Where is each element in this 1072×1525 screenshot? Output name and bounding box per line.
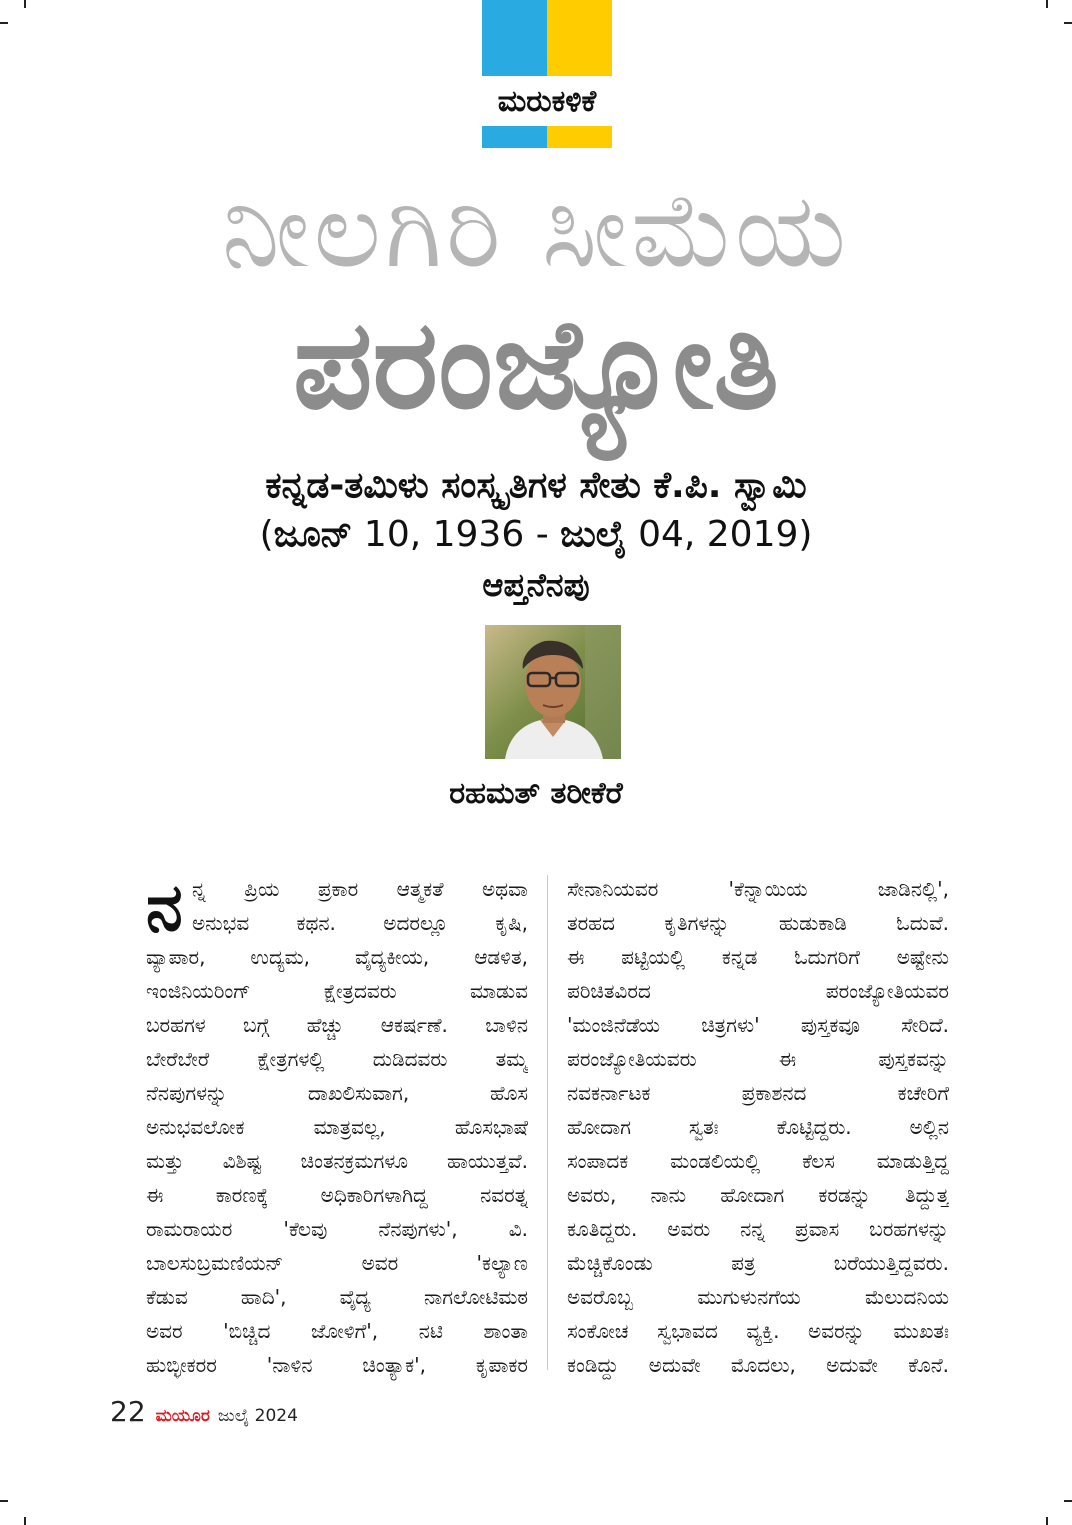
body-line: ಮೆಚ್ಚಿಕೊಂಡು ಪತ್ರ ಬರೆಯುತ್ತಿದ್ದವರು. [567,1251,949,1275]
body-line: ಅನುಭವಲೋಕ ಮಾತ್ರವಲ್ಲ, ಹೊಸಭಾಷೆ [146,1115,528,1139]
crop-mark-top-right [1046,0,1048,8]
crop-mark-left-top [0,22,8,24]
body-line: ಈ ಕಾರಣಕ್ಕೆ ಅಧಿಕಾರಿಗಳಾಗಿದ್ದ ನವರತ್ನ [146,1183,528,1207]
dates-open-paren: ( [259,514,274,555]
section-label: ಮರುಕಳಿಕೆ [497,84,597,119]
body-line: ಅವರ 'ಬಿಚ್ಚಿದ ಜೋಳಿಗೆ', ನಟಿ ಶಾಂತಾ [146,1319,528,1343]
logo-blue-bar [482,0,547,76]
issue-date: ಜುಲೈ 2024 [217,1406,298,1426]
body-line: ಅನುಭವ ಕಥನ. ಅದರಲ್ಲೂ ಕೃಷಿ, [192,911,528,935]
headline-line-1: ನೀಲಗಿರಿ ಸೀಮೆಯ [221,169,851,291]
author-name: ರಹಮತ್ ತರೀಕೆರೆ [449,776,623,811]
body-line: ಕೂತಿದ್ದರು. ಅವರು ನನ್ನ ಪ್ರವಾಸ ಬರಹಗಳನ್ನು [567,1217,949,1241]
body-line: ಸೇನಾನಿಯವರ 'ಕೆನ್ನಾಯಿಯ ಜಾಡಿನಲ್ಲಿ', [567,877,949,901]
dates-separator: - [535,514,549,555]
drop-cap: ನ [146,869,183,946]
body-line: ಹೋದಾಗ ಸ್ವತಃ ಕೊಟ್ಟಿದ್ದರು. ಅಲ್ಲಿನ [567,1115,949,1139]
crop-mark-bottom-right [1046,1517,1048,1525]
body-column-right [567,872,949,1382]
body-line: ಹುಬ್ಳೀಕರರ 'ನಾಳಿನ ಚಿಂತ್ಯಾಕ', ಕೃಪಾಕರ [146,1353,528,1377]
subheadline: ಕನ್ನಡ-ತಮಿಳು ಸಂಸ್ಕೃತಿಗಳ ಸೇತು ಕೆ.ಪಿ. ಸ್ವಾಮಿ [265,465,807,506]
crop-mark-right-bottom [1064,1500,1072,1502]
body-line: ಸಂಪಾದಕ ಮಂಡಲಿಯಲ್ಲಿ ಕೆಲಸ ಮಾಡುತ್ತಿದ್ದ [567,1149,949,1173]
body-line: ನವಕರ್ನಾಟಕ ಪ್ರಕಾಶನದ ಕಚೇರಿಗೆ [567,1081,949,1105]
magazine-logo: ಮಯೂರ [155,1406,210,1426]
section-logo [482,0,612,148]
body-line: ಕಂಡಿದ್ದು ಅದುವೇ ಮೊದಲು, ಅದುವೇ ಕೊನೆ. [567,1353,949,1377]
body-line: ಇಂಜಿನಿಯರಿಂಗ್ ಕ್ಷೇತ್ರದವರು ಮಾಡುವ [146,979,528,1003]
page-footer [110,1392,298,1436]
body-line: ಬರಹಗಳ ಬಗ್ಗೆ ಹೆಚ್ಚು ಆಕರ್ಷಣೆ. ಬಾಳಿನ [146,1013,528,1037]
death-month: ಜುಲೈ [560,514,627,555]
logo-blue-strip [482,126,547,148]
body-line: ವ್ಯಾಪಾರ, ಉದ್ಯಮ, ವೈದ್ಯಕೀಯ, ಆಡಳಿತ, [146,945,528,969]
body-line: ಬಾಲಸುಬ್ರಮಣಿಯನ್ ಅವರ 'ಕಲ್ಯಾಣ [146,1251,528,1275]
death-date: 04, 2019 [638,514,799,555]
body-line: ಪರಿಚಿತವಿರದ ಪರಂಜ್ಯೋತಿಯವರ [567,979,949,1003]
crop-mark-left-bottom [0,1500,8,1502]
headline-line-2: ಪರಂಜ್ಯೋತಿ [293,293,779,437]
life-dates [0,510,1072,560]
page-number: 22 [110,1395,146,1428]
birth-month: ಜೂನ್ [273,514,353,555]
body-line: ರಾಮರಾಯರ 'ಕೆಲವು ನೆನಪುಗಳು', ವಿ. [146,1217,528,1241]
body-line: ಸಂಕೋಚ ಸ್ವಭಾವದ ವ್ಯಕ್ತಿ. ಅವರನ್ನು ಮುಖತಃ [567,1319,949,1343]
crop-mark-top-left [24,0,26,8]
body-line: ನ್ನ ಪ್ರಿಯ ಪ್ರಕಾರ ಆತ್ಮಕತೆ ಅಥವಾ [192,877,528,901]
column-divider [547,875,548,1370]
body-line: ಪರಂಜ್ಯೋತಿಯವರು ಈ ಪುಸ್ತಕವನ್ನು [567,1047,949,1071]
body-line: ಮತ್ತು ವಿಶಿಷ್ಟ ಚಿಂತನಕ್ರಮಗಳೂ ಹಾಯುತ್ತವೆ. [146,1149,528,1173]
author-portrait-image [485,625,621,759]
body-line: ಈ ಪಟ್ಟಿಯಲ್ಲಿ ಕನ್ನಡ ಓದುಗರಿಗೆ ಅಷ್ಟೇನು [567,945,949,969]
body-line: ತರಹದ ಕೃತಿಗಳನ್ನು ಹುಡುಕಾಡಿ ಓದುವೆ. [567,911,949,935]
body-line: ಅವರೊಬ್ಬ ಮುಗುಳುನಗೆಯ ಮೆಲುದನಿಯ [567,1285,949,1309]
crop-mark-bottom-left [24,1517,26,1525]
article-type: ಆಪ್ತನೆನಪು [482,566,590,604]
birth-date: 10, 1936 [363,514,525,555]
logo-yellow-strip [547,126,612,148]
body-line: ನೆನಪುಗಳನ್ನು ದಾಖಲಿಸುವಾಗ, ಹೊಸ [146,1081,528,1105]
logo-yellow-bar [547,0,612,76]
body-line: ಅವರು, ನಾನು ಹೋದಾಗ ಕರಡನ್ನು ತಿದ್ದುತ್ತ [567,1183,949,1207]
dates-close-paren: ) [798,514,813,555]
body-line: ಕೆಡುವ ಹಾದಿ', ವೈದ್ಯ ನಾಗಲೋಟಿಮಠ [146,1285,528,1309]
body-line: ಬೇರೆಬೇರೆ ಕ್ಷೇತ್ರಗಳಲ್ಲಿ ದುಡಿದವರು ತಮ್ಮ [146,1047,528,1071]
body-column-left [146,869,528,1382]
author-photo [485,625,621,759]
body-line: 'ಮಂಜಿನೆಡೆಯ ಚಿತ್ರಗಳು' ಪುಸ್ತಕವೂ ಸೇರಿದೆ. [567,1013,949,1037]
crop-mark-right-top [1064,22,1072,24]
